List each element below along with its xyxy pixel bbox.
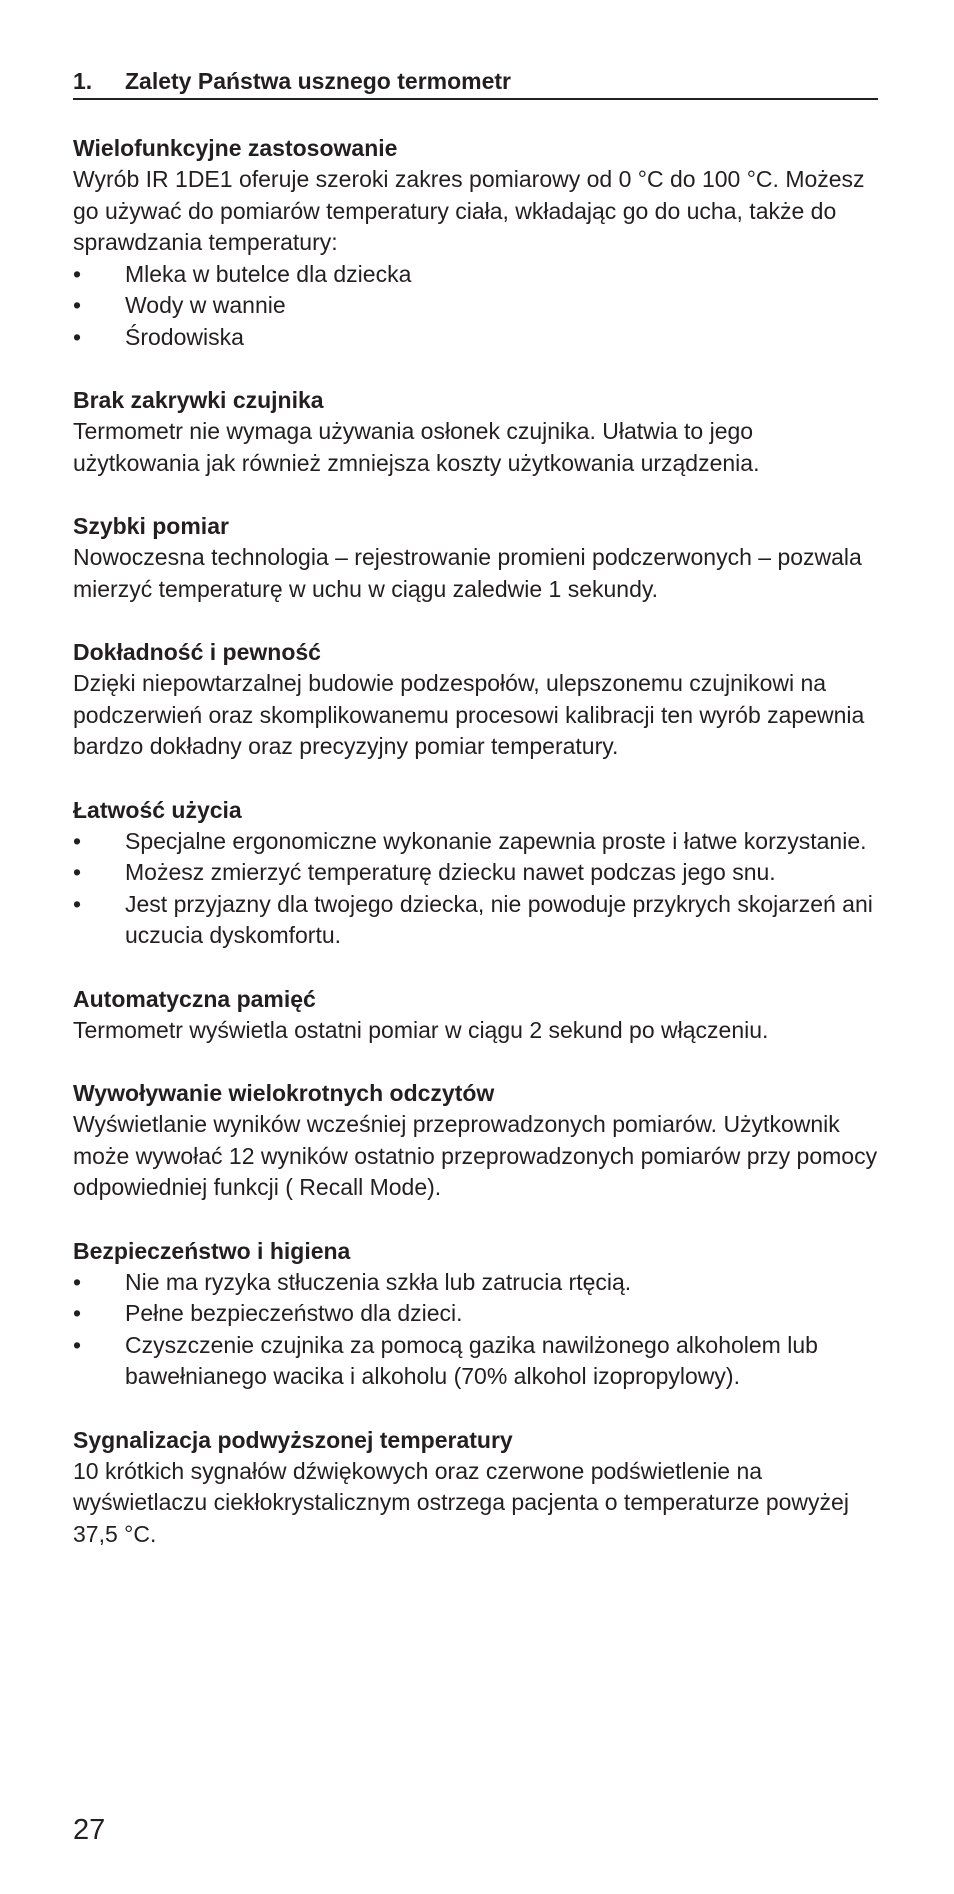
bullet-list: [73, 1267, 878, 1393]
section-fast-measurement: [73, 510, 878, 605]
section-title: Wielofunkcyjne zastosowanie: [73, 135, 398, 161]
bullet-icon: •: [73, 827, 82, 854]
list-item: • Specjalne ergonomiczne wykonanie zapewnia proste i łatwe korzystanie.: [73, 826, 878, 858]
bullet-icon: •: [73, 859, 82, 885]
section-accuracy: [73, 636, 878, 763]
section-paragraph: Termometr nie wymaga używania osłonek czujnika. Ułatwia to jego użytkowania jak również zmniejsza koszty użytkowania urządzenia.: [73, 418, 760, 476]
chapter-number: 1.: [73, 68, 93, 94]
chapter-heading: [73, 66, 878, 100]
bullet-list: [73, 259, 878, 354]
list-item: • Możesz zmierzyć temperaturę dziecku nawet podczas jego snu.: [73, 857, 878, 889]
list-item: • Wody w wannie: [73, 290, 878, 322]
section-title: Sygnalizacja podwyższonej temperatury: [73, 1426, 513, 1453]
section-title: Automatyczna pamięć: [73, 985, 316, 1012]
bullet-icon: •: [73, 890, 82, 917]
bullet-icon: •: [73, 1268, 82, 1295]
list-item: • Czyszczenie czujnika za pomocą gazika nawilżonego alkoholem lub bawełnianego wacika i alkoholu (70% alkohol izopropylowy).: [73, 1331, 818, 1389]
page-number: 27: [73, 1814, 106, 1846]
list-item: • Środowiska: [73, 322, 878, 354]
list-item: • Mleka w butelce dla dziecka: [73, 259, 878, 291]
bullet-icon: •: [73, 1331, 82, 1358]
section-paragraph: Dzięki niepowtarzalnej budowie podzespołów, ulepszonemu czujnikowi na podczerwień oraz skomplikowanemu procesowi kalibracji ten wyrób zapewnia bardzo dokładny oraz precyzyjny pomiar temperatury.: [73, 670, 865, 759]
section-paragraph: Termometr wyświetla ostatni pomiar w ciągu 2 sekund po włączeniu.: [73, 1016, 769, 1043]
section-title: Szybki pomiar: [73, 513, 229, 539]
manual-page: [73, 66, 878, 1550]
bullet-list: [73, 826, 878, 952]
section-ease-of-use: [73, 794, 878, 952]
section-paragraph: Wyświetlanie wyników wcześniej przeprowadzonych pomiarów. Użytkownik może wywołać 12 wyników ostatnio przeprowadzonych pomiarów przy pomocy odpowiedniej funkcji ( Recall Mode).: [73, 1111, 878, 1200]
section-title: Brak zakrywki czujnika: [73, 387, 324, 413]
section-title: Wywoływanie wielokrotnych odczytów: [73, 1080, 495, 1106]
section-paragraph: Nowoczesna technologia – rejestrowanie promieni podczerwonych – pozwala mierzyć temperaturę w uchu w ciągu zaledwie 1 sekundy.: [73, 544, 862, 602]
section-fever-alarm: [73, 1424, 878, 1551]
section-no-probe-cover: [73, 384, 878, 479]
chapter-title: Zalety Państwa usznego termometr: [125, 68, 511, 94]
bullet-icon: •: [73, 1300, 82, 1326]
section-multifunction: [73, 132, 878, 353]
section-auto-memory: [73, 983, 878, 1047]
section-recall-readings: [73, 1077, 878, 1204]
list-item: • Pełne bezpieczeństwo dla dzieci.: [73, 1298, 878, 1330]
section-paragraph: Wyrób IR 1DE1 oferuje szeroki zakres pomiarowy od 0 °C do 100 °C. Możesz go używać do pomiarów temperatury ciała, wkładając go do ucha, także do sprawdzania temperatury:: [73, 166, 865, 255]
section-title: Łatwość użycia: [73, 796, 242, 823]
bullet-icon: •: [73, 323, 82, 350]
list-item: • Nie ma ryzyka stłuczenia szkła lub zatrucia rtęcią.: [73, 1267, 878, 1299]
list-item: • Jest przyjazny dla twojego dziecka, nie powoduje przykrych skojarzeń ani uczucia dyskomfortu.: [73, 890, 873, 948]
section-title: Dokładność i pewność: [73, 639, 321, 665]
section-paragraph: 10 krótkich sygnałów dźwiękowych oraz czerwone podświetlenie na wyświetlaczu ciekłokrystalicznym ostrzega pacjenta o temperaturze powyżej 37,5 °C.: [73, 1457, 849, 1547]
bullet-icon: •: [73, 260, 82, 287]
section-safety-hygiene: [73, 1235, 878, 1393]
section-title: Bezpieczeństwo i higiena: [73, 1237, 351, 1264]
bullet-icon: •: [73, 292, 82, 318]
